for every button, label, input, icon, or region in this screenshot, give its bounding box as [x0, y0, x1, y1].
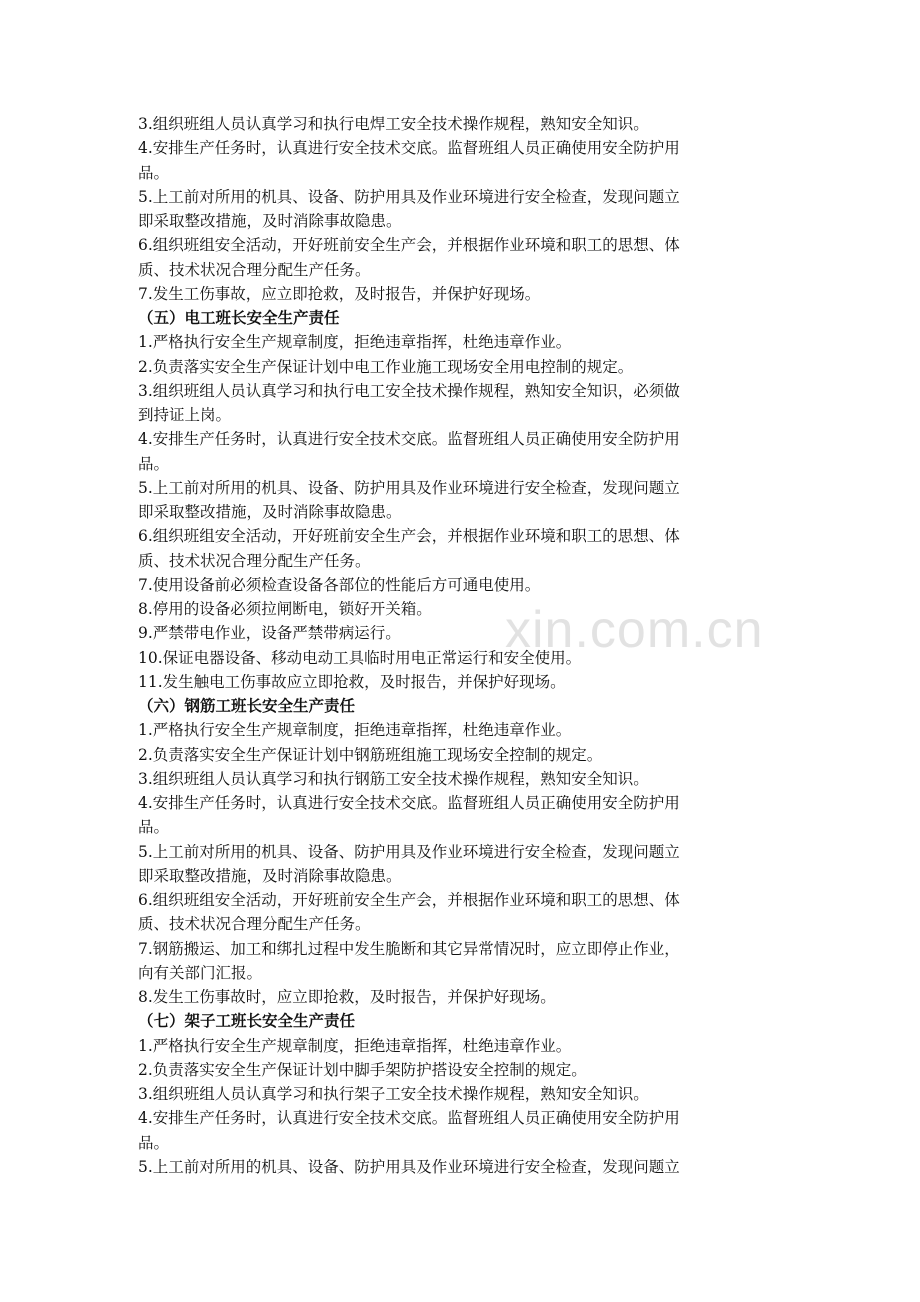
text-line: 4.安排生产任务时，认真进行安全技术交底。监督班组人员正确使用安全防护用: [138, 139, 680, 158]
text-line: 7.发生工伤事故，应立即抢救，及时报告，并保护好现场。: [138, 284, 541, 303]
section-heading: （六）钢筋工班长安全生产责任: [138, 696, 356, 715]
text-line: 6.组织班组安全活动，开好班前安全生产会，并根据作业环境和职工的思想、体: [138, 891, 680, 909]
text-line: 8.停用的设备必须拉闸断电，锁好开关箱。: [138, 600, 432, 618]
text-line: 2.负责落实安全生产保证计划中电工作业施工现场安全用电控制的规定。: [138, 357, 634, 376]
text-line: 3.组织班组人员认真学习和执行钢筋工安全技术操作规程，熟知安全知识。: [138, 769, 649, 788]
text-line: 11.发生触电工伤事故应立即抢救，及时报告，并保护好现场。: [138, 672, 566, 691]
section-heading: （七）架子工班长安全生产责任: [138, 1011, 356, 1031]
text-line: 3.组织班组人员认真学习和执行架子工安全技术操作规程，熟知安全知识。: [138, 1085, 649, 1103]
text-line: 2.负责落实安全生产保证计划中脚手架防护搭设安全控制的规定。: [138, 1060, 587, 1079]
text-line: 4.安排生产任务时，认真进行安全技术交底。监督班组人员正确使用安全防护用: [138, 430, 680, 449]
text-line: 7.钢筋搬运、加工和绑扎过程中发生脆断和其它异常情况时，应立即停止作业，: [138, 939, 680, 958]
text-line: 6.组织班组安全活动，开好班前安全生产会，并根据作业环境和职工的思想、体: [138, 236, 680, 255]
section-heading: （五）电工班长安全生产责任: [138, 308, 340, 327]
text-line: 4.安排生产任务时，认真进行安全技术交底。监督班组人员正确使用安全防护用: [138, 794, 680, 812]
text-line: 品。: [138, 163, 170, 182]
text-line: 3.组织班组人员认真学习和执行电焊工安全技术操作规程，熟知安全知识。: [138, 115, 649, 133]
watermark: xin.com.cn: [505, 601, 764, 659]
text-line: 即采取整改措施，及时消除事故隐患。: [138, 866, 402, 885]
text-line: 品。: [138, 1133, 170, 1152]
text-line: 9.严禁带电作业，设备严禁带病运行。: [138, 624, 401, 643]
text-line: 5.上工前对所用的机具、设备、防护用具及作业环境进行安全检查，发现问题立: [138, 842, 680, 861]
text-line: 6.组织班组安全活动，开好班前安全生产会，并根据作业环境和职工的思想、体: [138, 527, 680, 546]
text-line: 1.严格执行安全生产规章制度，拒绝违章指挥，杜绝违章作业。: [138, 1036, 572, 1055]
text-line: 5.上工前对所用的机具、设备、防护用具及作业环境进行安全检查，发现问题立: [138, 1157, 680, 1176]
text-line: 2.负责落实安全生产保证计划中钢筋班组施工现场安全控制的规定。: [138, 745, 603, 764]
text-line: 10.保证电器设备、移动电动工具临时用电正常运行和安全使用。: [138, 648, 582, 667]
text-line: 即采取整改措施，及时消除事故隐患。: [138, 503, 402, 521]
text-line: 4.安排生产任务时，认真进行安全技术交底。监督班组人员正确使用安全防护用: [138, 1109, 680, 1128]
text-line: 质、技术状况合理分配生产任务。: [138, 915, 371, 934]
text-line: 3.组织班组人员认真学习和执行电工安全技术操作规程，熟知安全知识，必须做: [138, 381, 680, 400]
text-line: 质、技术状况合理分配生产任务。: [138, 260, 371, 279]
text-line: 品。: [138, 818, 170, 837]
text-line: 8.发生工伤事故时，应立即抢救，及时报告，并保护好现场。: [138, 988, 556, 1006]
text-line: 5.上工前对所用的机具、设备、防护用具及作业环境进行安全检查，发现问题立: [138, 478, 680, 497]
text-line: 质、技术状况合理分配生产任务。: [138, 551, 371, 570]
text-line: 即采取整改措施，及时消除事故隐患。: [138, 212, 402, 230]
document-body: [138, 112, 788, 1179]
text-line: 7.使用设备前必须检查设备各部位的性能后方可通电使用。: [138, 575, 541, 594]
text-line: 1.严格执行安全生产规章制度，拒绝违章指挥，杜绝违章作业。: [138, 333, 572, 352]
text-line: 品。: [138, 454, 170, 473]
text-line: 到持证上岗。: [138, 406, 232, 424]
text-line: 1.严格执行安全生产规章制度，拒绝违章指挥，杜绝违章作业。: [138, 721, 572, 740]
text-line: 5.上工前对所用的机具、设备、防护用具及作业环境进行安全检查，发现问题立: [138, 187, 680, 206]
text-line: 向有关部门汇报。: [138, 963, 263, 982]
